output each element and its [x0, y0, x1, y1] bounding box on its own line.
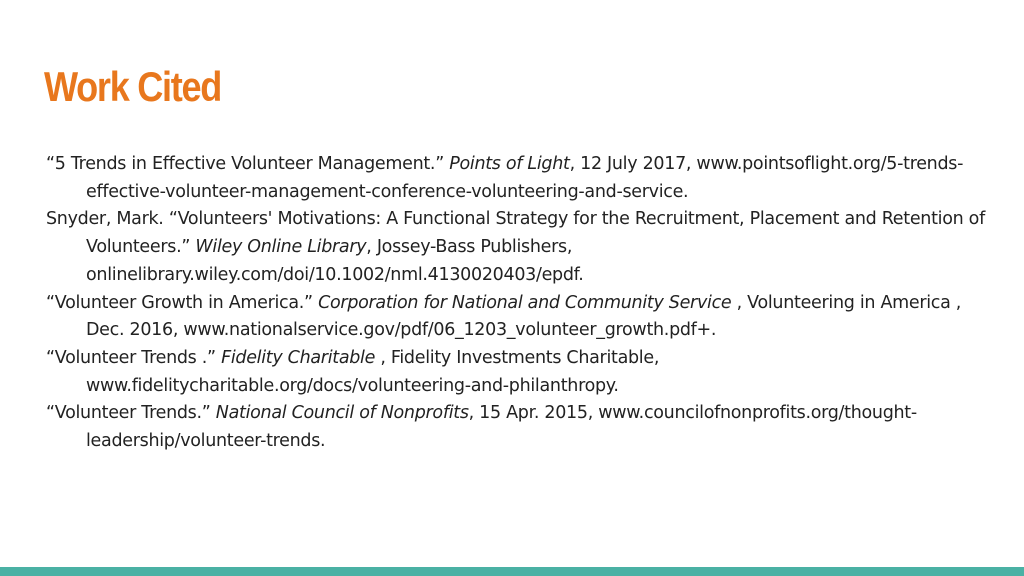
reference-item: [46, 290, 986, 345]
reference-details: , Jossey-Bass Publishers, onlinelibrary.wiley.com/doi/10.1002/nml.4130020403/epdf.: [86, 237, 584, 285]
reference-item: [46, 400, 986, 455]
reference-item: [46, 206, 986, 289]
slide-title: Work Cited: [44, 63, 222, 110]
reference-text: “5 Trends in Effective Volunteer Management.”: [46, 154, 450, 174]
reference-source: Fidelity Charitable: [221, 347, 376, 368]
bottom-accent-bar: [0, 567, 1024, 576]
reference-text: Snyder, Mark. “Volunteers' Motivations: A Functional Strategy for the Recruitment, Placement and Retention of Volunteers.”: [46, 209, 985, 258]
reference-source: Points of Light: [449, 154, 570, 174]
reference-text: “Volunteer Trends .”: [46, 347, 222, 368]
reference-source: Wiley Online Library: [195, 237, 367, 258]
reference-details: , Fidelity Investments Charitable, www.fidelitycharitable.org/docs/volunteering-and-philanthropy.: [86, 347, 660, 396]
reference-details: , Volunteering in America , Dec. 2016, www.nationalservice.gov/pdf/06_1203_volunteer_growth.pdf+.: [86, 292, 962, 341]
reference-text: “Volunteer Growth in America.”: [46, 292, 319, 313]
reference-text: “Volunteer Trends.”: [46, 403, 216, 424]
references-list: [46, 151, 986, 456]
reference-details: , 12 July 2017, www.pointsoflight.org/5-trends-effective-volunteer-management-conference-volunteering-and-service.: [86, 154, 964, 202]
reference-source: Corporation for National and Community Service: [318, 292, 732, 313]
reference-details: , 15 Apr. 2015, www.councilofnonprofits.org/thought-leadership/volunteer-trends.: [86, 403, 917, 452]
reference-source: National Council of Nonprofits: [215, 403, 469, 424]
reference-item: [46, 151, 986, 206]
reference-item: [46, 345, 986, 400]
